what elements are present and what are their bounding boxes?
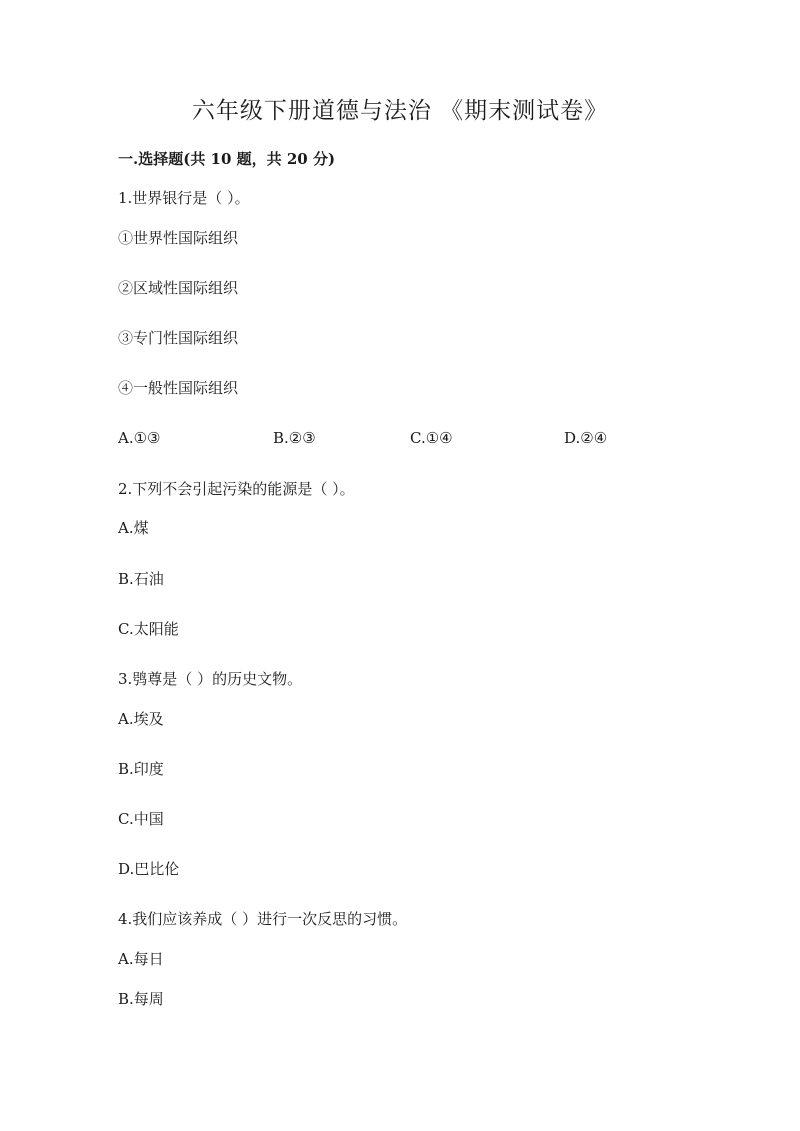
question-3-option-c: C.中国 bbox=[118, 810, 164, 828]
question-2-option-b: B.石油 bbox=[118, 570, 164, 588]
question-2-stem: 2.下列不会引起污染的能源是（ ）。 bbox=[118, 480, 355, 498]
question-1-statement-1: ①世界性国际组织 bbox=[118, 229, 239, 247]
question-1-statement-4: ④一般性国际组织 bbox=[118, 379, 239, 397]
question-1-option-d: D.②④ bbox=[564, 429, 608, 447]
question-2-option-a: A.煤 bbox=[118, 519, 149, 537]
page-title: 六年级下册道德与法治 《期末测试卷》 bbox=[191, 98, 609, 124]
question-4-stem: 4.我们应该养成（ ）进行一次反思的习惯。 bbox=[118, 910, 408, 928]
question-1-statement-3: ③专门性国际组织 bbox=[118, 329, 239, 347]
question-3-option-b: B.印度 bbox=[118, 760, 164, 778]
question-2-option-c: C.太阳能 bbox=[118, 620, 179, 638]
question-1-option-c: C.①④ bbox=[410, 429, 453, 447]
question-1-options bbox=[118, 428, 718, 448]
question-1-option-a: A.①③ bbox=[118, 429, 161, 447]
question-3-option-d: D.巴比伦 bbox=[118, 860, 180, 878]
question-1-statement-2: ②区域性国际组织 bbox=[118, 279, 239, 297]
question-3-option-a: A.埃及 bbox=[118, 710, 164, 728]
question-1-option-b: B.②③ bbox=[273, 429, 316, 447]
section-heading: 一.选择题(共 10 题，共 20 分) bbox=[118, 150, 336, 168]
question-4-option-a: A.每日 bbox=[118, 950, 164, 968]
question-4-option-b: B.每周 bbox=[118, 990, 164, 1008]
question-1-stem: 1.世界银行是（ ）。 bbox=[118, 189, 250, 207]
question-3-stem: 3.鸮尊是（ ）的历史文物。 bbox=[118, 670, 303, 688]
